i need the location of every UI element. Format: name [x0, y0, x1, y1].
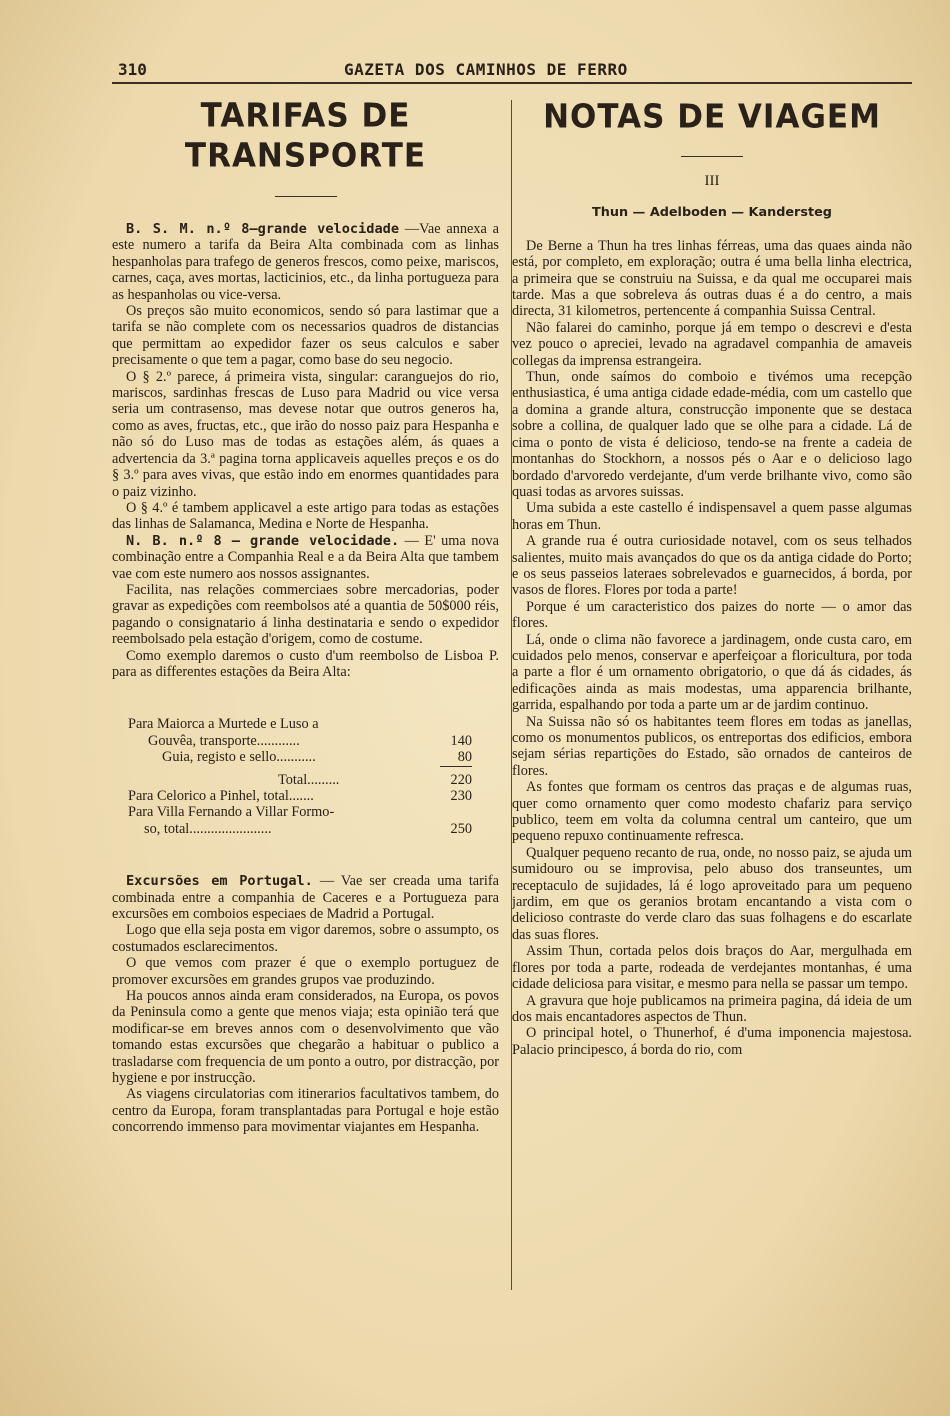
article-paragraph: Uma subida a este castello é indispensavel a quem passe algumas horas em Thun. [512, 500, 912, 533]
tariff-row [128, 804, 472, 820]
tariff-row [128, 749, 472, 765]
tariff-value: 220 [450, 771, 472, 788]
article-paragraph: As viagens circulatorias com itinerarios facultativos tambem, do centro da Europa, foram transplantadas para Portugal e hoje estão concorrendo immenso para movimentar viajantes em Hespanha. [112, 1086, 499, 1136]
journal-title: GAZETA DOS CAMINHOS DE FERRO [344, 60, 628, 79]
page-number: 310 [118, 60, 147, 79]
article-paragraph: Thun, onde saímos do comboio e tivémos uma recepção enthusiastica, é uma antiga cidade edade-média, com um castello que a domina a grande altura, construcção imponente que se destaca sobre a collina, de qualquer lado que se olhe para a cidade. Lá de cima o ponto de vista é delicioso, tendo-se na frente a cadeia de montanhas do Stockhorn, a nossos pés o Aar e o delicioso lago bordado d'arvoredo verdejante, d'um verde brilhante vivo, como são quasi todas as arvores suissas. [512, 369, 912, 500]
tariff-table [128, 716, 472, 837]
tariff-row [128, 821, 472, 837]
article-paragraph [112, 873, 499, 922]
tariff-label: Para Celorico a Pinhel, total....... [128, 787, 314, 804]
tariff-row [128, 772, 472, 788]
article-paragraph: Porque é um caracteristico dos paizes do norte — o amor das flores. [512, 598, 912, 632]
tariff-label: Guia, registo e sello........... [162, 749, 316, 766]
article-subtitle: Thun — Adelboden — Kandersteg [592, 205, 832, 221]
tarifas-title: TARIFAS DE TRANSPORTE [184, 97, 427, 175]
paragraph-text: — E' uma nova combinação entre a Companhia Real e a da Beira Alta que tambem vae com este numero aos nossos assignantes. [112, 532, 499, 582]
article-paragraph: A gravura que hoje publicamos na primeira pagina, dá ideia de um dos mais encantadores aspectos de Thun. [512, 992, 912, 1025]
article-paragraph [112, 221, 499, 303]
article-paragraph: Assim Thun, cortada pelos dois braços do Aar, mergulhada em flores por toda a parte, rodeada de verdejantes montanhas, é uma cidade deliciosa para visitar, e mesmo para nella se passar um tempo. [512, 943, 912, 993]
article-paragraph: Os preços são muito economicos, sendo só para lastimar que a tarifa se não complete com os necessarios quadros de distancias que permittam ao expedidor fazer os seus calculos e saber precisamente o que tem a pagar, como base do seu negocio. [112, 303, 499, 369]
title-rule [681, 156, 743, 157]
tariff-value: 250 [450, 820, 472, 837]
tariff-label: Para Villa Fernando a Villar Formo- [128, 804, 335, 821]
tariff-row [128, 716, 472, 732]
article-paragraph: Lá, onde o clima não favorece a jardinagem, onde custa caro, em cuidados pelo menos, conservar e aperfeiçoar a floricultura, por toda a parte a flor é um ornamento obrigatorio, o que dá ás cidades, ás edificações ainda as mais modestas, uma apparencia brilhante, garrida, espalhando por toda a parte um ar de jardim continuo. [512, 631, 912, 714]
paragraph-text: —Vae annexa a este numero a tarifa da Beira Alta combinada com as linhas hespanholas para trafego de generos frescos, como peixe, mariscos, carnes, caça, aves mortas, lacticinios, etc., da linha portugueza para as hespanholas ou vice-versa. [112, 221, 499, 303]
tariff-row [128, 788, 472, 804]
article-paragraph: As fontes que formam os centros das praças e de algumas ruas, quer como ornamento quer como modesto chafariz para serviço publico, teem em volta da columna central um canteiro, que um pequeno repuxo continuamente refresca. [512, 779, 912, 845]
left-column [112, 98, 499, 1136]
tariff-value: 80 [440, 749, 472, 766]
paragraph-heading: B. S. M. n.º 8—grande velocidade [126, 221, 400, 237]
article-paragraph: O § 4.º é tambem applicavel a este artigo para todas as estações das linhas de Salamanca, Medina e Norte de Hespanha. [112, 499, 499, 533]
tariff-value: 230 [450, 787, 472, 804]
article-paragraph [112, 533, 499, 582]
article-paragraph: Logo que ella seja posta em vigor daremos, sobre o assumpto, os costumados esclarecimentos. [112, 922, 499, 955]
article-paragraph: Na Suissa não só os habitantes teem flores em todas as janellas, como os monumentos publicos, os entreportas dos edificios, embora sejam sérias repartições do Estado, são ornados de canteiros de flores. [512, 713, 912, 779]
article-paragraph: O § 2.º parece, á primeira vista, singular: caranguejos do rio, mariscos, sardinhas frescas de Luso para Madrid ou vice versa seria um contrasenso, mas devese notar que outros generos ha, como as aves, fructas, etc., que irão do nosso paiz para Hespanha e não só do Luso mas de todas as estações além, ás quaes a advertencia da 3.ª pagina torna applicaveis aquelles preços e os do § 3.º para aves vivas, que estão indo em enormes quantidades para o paiz vizinho. [112, 368, 499, 500]
tariff-row [128, 733, 472, 749]
article-paragraph: Ha poucos annos ainda eram considerados, na Europa, os povos da Peninsula como a gente que menos viaja; esta opinião terá que modificar-se em breves annos com o desenvolvimento que vão tomando estas excursões que chegarão a habituar o publico a trasladarse com frequencia de um ponto a outro, por distracção, por hygiene e por instrucção. [112, 987, 499, 1086]
article-paragraph: Não falarei do caminho, porque já em tempo o descrevi e d'esta vez pouco o apreciei, levado na agradavel companhia de amaveis collegas da imprensa estrangeira. [512, 319, 912, 369]
right-column [512, 98, 912, 1058]
article-paragraph: Como exemplo daremos o custo d'um reembolso de Lisboa P. para as differentes estações da Beira Alta: [112, 647, 499, 680]
paragraph-heading: N. B. n.º 8 — grande velocidade. [126, 532, 400, 549]
tariff-label: so, total....................... [144, 820, 272, 837]
article-paragraph: O principal hotel, o Thunerhof, é d'uma imponencia majestosa. Palacio principesco, á borda do rio, com [512, 1025, 912, 1058]
article-paragraph: Qualquer pequeno recanto de rua, onde, no nosso paiz, se ajuda um sumidouro ou se improvisa, pelo abuso dos transeuntes, um receptaculo de sujidades, lá é logo aproveitado para um pequeno jardim, em que os geranios brotam encantando a vista com o delicioso contraste do verde claro das suas folhagens e do escarlate das suas flores. [512, 844, 912, 943]
article-paragraph: A grande rua é outra curiosidade notavel, com os seus telhados salientes, muito mais avançados do que os da antiga cidade do Porto; e os seus passeios lateraes sobrelevados e guarnecidos, á borda, por vasos de flores. Flores por toda a parte! [512, 533, 912, 599]
article-paragraph: De Berne a Thun ha tres linhas férreas, uma das quaes ainda não está, por completo, em exploração; outra é uma bella linha electrica, a primeira que se construiu na Suissa, e da qual me occuparei mais tarde. Mas a que sobreleva ás outras duas é a do centro, a mais directa, 31 kilometros, pertencente á companhia Suissa Central. [512, 237, 912, 320]
article-paragraph: O que vemos com prazer é que o exemplo portuguez de promover excursões em grandes grupos vae produzindo. [112, 955, 499, 988]
tariff-label: Total......... [278, 771, 340, 788]
notas-title: NOTAS DE VIAGEM [543, 98, 881, 136]
article-paragraph: Facilita, nas relações commerciaes sobre mercadorias, poder gravar as expedições com reembolsos até a quantia de 50$000 réis, pagando o consignatario á linha destinataria e sendo o expedidor reembolsado pela estação d'origem, como de costume. [112, 581, 499, 648]
tariff-value: 140 [450, 732, 472, 749]
part-number: III [704, 173, 720, 189]
tariff-label: Gouvêa, transporte............ [148, 732, 300, 749]
paragraph-heading: Excursões em Portugal. [126, 873, 313, 890]
tariff-label: Para Maiorca a Murtede e Luso a [128, 716, 319, 733]
title-rule [275, 196, 337, 197]
paragraph-text: — Vae ser creada uma tarifa combinada entre a companhia de Caceres e a Portugueza para excursões em comboios especiaes de Madrid a Portugal. [112, 873, 499, 922]
page-header [112, 58, 912, 84]
